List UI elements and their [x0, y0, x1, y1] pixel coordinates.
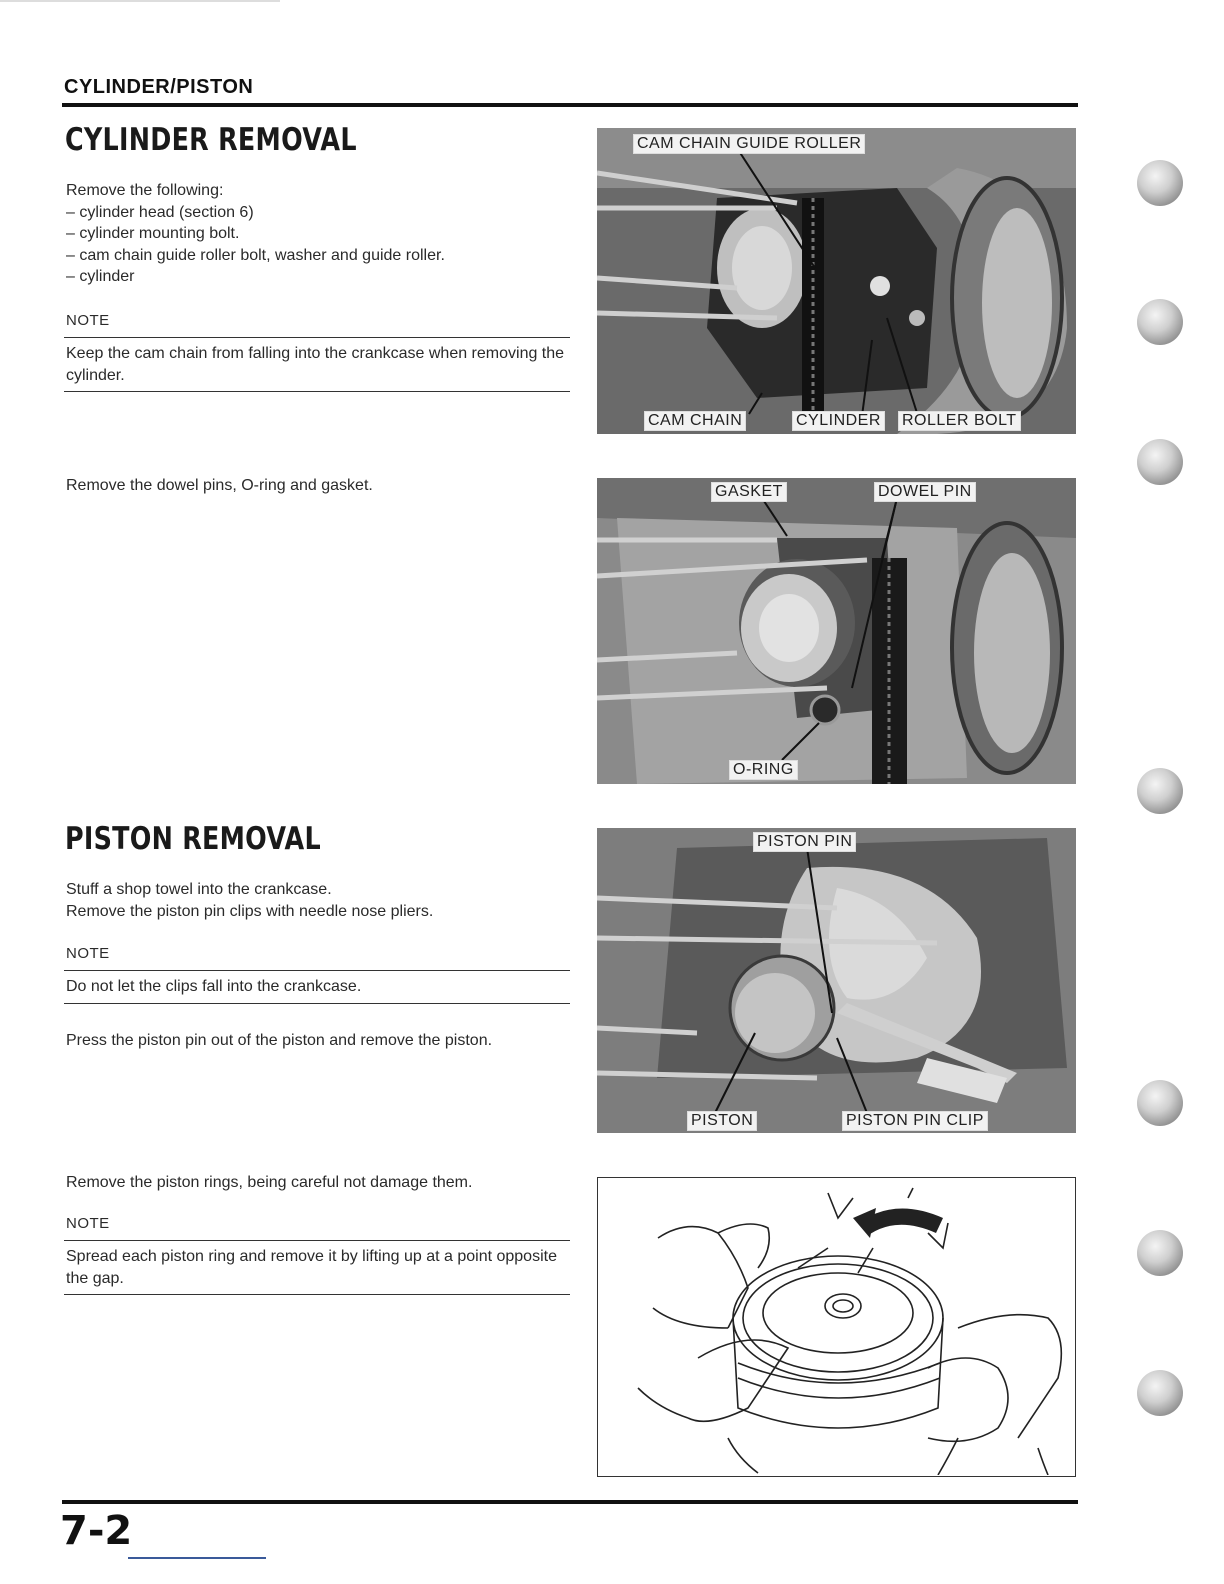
piston-rings-instruction: Remove the piston rings, being careful not damage them. [66, 1174, 473, 1191]
piston-removal-heading: PISTON REMOVAL [65, 821, 321, 857]
callout-cam-chain-guide-roller: CAM CHAIN GUIDE ROLLER [633, 134, 865, 154]
instruction-line: Stuff a shop towel into the crankcase. [66, 881, 332, 898]
callout-cylinder: CYLINDER [792, 411, 885, 431]
callout-o-ring: O-RING [729, 760, 798, 780]
piston-removal-instructions [66, 879, 571, 922]
chapter-tab-marker [1137, 1230, 1183, 1276]
press-piston-instruction: Press the piston pin out of the piston and remove the piston. [66, 1032, 493, 1049]
chapter-tab-marker [1137, 160, 1183, 206]
piston-ring-removal-illustration [597, 1177, 1076, 1477]
instruction-line: Remove the piston pin clips with needle nose pliers. [66, 902, 434, 920]
list-item: – cam chain guide roller bolt, washer and guide roller. [66, 246, 445, 264]
callout-piston-pin: PISTON PIN [753, 832, 856, 852]
callout-piston: PISTON [687, 1111, 757, 1131]
note-rule-bottom [64, 1003, 570, 1004]
chapter-tab-marker [1137, 1080, 1183, 1126]
cylinder-removal-photo [597, 128, 1076, 434]
note-rule-top [64, 970, 570, 971]
note-rule-top [64, 1240, 570, 1241]
page-number: 7-2 [60, 1508, 133, 1554]
list-item: – cylinder [66, 268, 135, 285]
callout-dowel-pin: DOWEL PIN [874, 482, 976, 502]
cylinder-removal-heading: CYLINDER REMOVAL [65, 122, 357, 158]
note-label: NOTE [66, 945, 110, 962]
note-rule-top [64, 337, 570, 338]
removal-steps-list [66, 202, 566, 288]
note-rule-bottom [64, 1294, 570, 1295]
cylinder-removal-instructions [66, 180, 566, 288]
section-header: CYLINDER/PISTON [64, 76, 254, 98]
note-text: Do not let the clips fall into the crankcase. [66, 978, 362, 995]
piston-pin-photo [597, 828, 1076, 1133]
dowel-pins-photo [597, 478, 1076, 784]
chapter-tab-marker [1137, 768, 1183, 814]
note-rule-bottom [64, 391, 570, 392]
note-text: Keep the cam chain from falling into the crankcase when removing the cylinder. [66, 345, 565, 384]
chapter-tab-marker [1137, 439, 1183, 485]
scan-artifact-line [128, 1557, 266, 1559]
chapter-tab-marker [1137, 1370, 1183, 1416]
footer-rule [62, 1500, 1078, 1504]
scan-artifact-top [0, 0, 280, 2]
list-item: – cylinder head (section 6) [66, 203, 254, 221]
callout-gasket: GASKET [711, 482, 787, 502]
header-rule [62, 103, 1078, 107]
note-label: NOTE [66, 312, 110, 329]
note-text: Spread each piston ring and remove it by lifting up at a point opposite the gap. [66, 1248, 557, 1287]
note-label: NOTE [66, 1215, 110, 1232]
dowel-pins-instruction: Remove the dowel pins, O-ring and gasket. [66, 477, 373, 494]
callout-piston-pin-clip: PISTON PIN CLIP [842, 1111, 988, 1131]
callout-cam-chain: CAM CHAIN [644, 411, 746, 431]
chapter-tab-marker [1137, 299, 1183, 345]
callout-roller-bolt: ROLLER BOLT [898, 411, 1021, 431]
instructions-intro: Remove the following: [66, 182, 224, 199]
list-item: – cylinder mounting bolt. [66, 225, 240, 242]
